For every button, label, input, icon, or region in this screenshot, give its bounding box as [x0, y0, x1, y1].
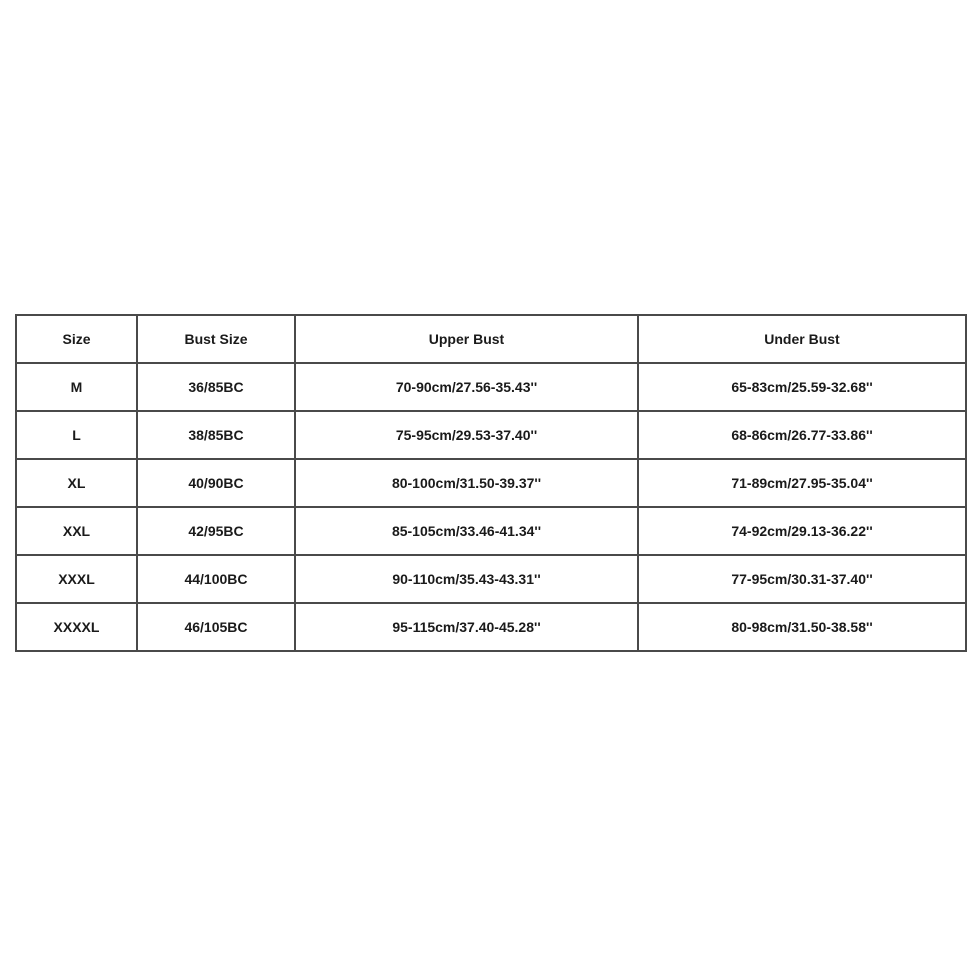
table-header	[16, 315, 966, 363]
cell-bust-size: 42/95BC	[137, 507, 295, 555]
cell-under-bust: 77-95cm/30.31-37.40''	[638, 555, 966, 603]
cell-upper-bust: 80-100cm/31.50-39.37''	[295, 459, 638, 507]
cell-size: XXXL	[16, 555, 137, 603]
header-row	[16, 315, 966, 363]
size-chart-table	[15, 314, 967, 652]
cell-size: XXL	[16, 507, 137, 555]
table-row	[16, 555, 966, 603]
cell-under-bust: 65-83cm/25.59-32.68''	[638, 363, 966, 411]
table-row	[16, 363, 966, 411]
cell-under-bust: 80-98cm/31.50-38.58''	[638, 603, 966, 651]
table-row	[16, 459, 966, 507]
cell-bust-size: 44/100BC	[137, 555, 295, 603]
cell-size: M	[16, 363, 137, 411]
cell-bust-size: 40/90BC	[137, 459, 295, 507]
table-row	[16, 603, 966, 651]
table-body	[16, 363, 966, 651]
cell-upper-bust: 75-95cm/29.53-37.40''	[295, 411, 638, 459]
cell-bust-size: 38/85BC	[137, 411, 295, 459]
cell-upper-bust: 90-110cm/35.43-43.31''	[295, 555, 638, 603]
cell-size: L	[16, 411, 137, 459]
cell-bust-size: 36/85BC	[137, 363, 295, 411]
header-under-bust: Under Bust	[638, 315, 966, 363]
cell-bust-size: 46/105BC	[137, 603, 295, 651]
cell-upper-bust: 70-90cm/27.56-35.43''	[295, 363, 638, 411]
cell-under-bust: 71-89cm/27.95-35.04''	[638, 459, 966, 507]
table-row	[16, 411, 966, 459]
table-row	[16, 507, 966, 555]
cell-size: XL	[16, 459, 137, 507]
cell-upper-bust: 85-105cm/33.46-41.34''	[295, 507, 638, 555]
header-size: Size	[16, 315, 137, 363]
cell-size: XXXXL	[16, 603, 137, 651]
cell-under-bust: 74-92cm/29.13-36.22''	[638, 507, 966, 555]
cell-upper-bust: 95-115cm/37.40-45.28''	[295, 603, 638, 651]
cell-under-bust: 68-86cm/26.77-33.86''	[638, 411, 966, 459]
header-bust-size: Bust Size	[137, 315, 295, 363]
header-upper-bust: Upper Bust	[295, 315, 638, 363]
